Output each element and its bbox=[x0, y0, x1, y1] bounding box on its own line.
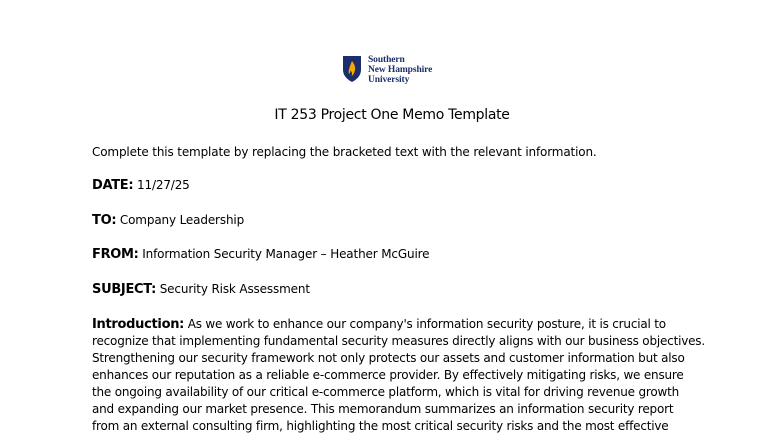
instructions-text: Complete this template by replacing the bracketed text with the relevant information. bbox=[92, 145, 597, 159]
subject-line bbox=[92, 282, 310, 297]
to-label: TO: bbox=[92, 213, 117, 228]
logo-line-1: Southern bbox=[368, 55, 405, 65]
intro-line: the ongoing availability of our critical e-commerce platform, which is vital for driving revenue growth bbox=[92, 385, 680, 399]
from-label: FROM: bbox=[92, 247, 139, 262]
intro-line-text: As we work to enhance our company's information security posture, it is crucial to bbox=[187, 317, 666, 331]
introduction-paragraph bbox=[92, 316, 705, 435]
date-line bbox=[92, 178, 190, 193]
intro-line: and expanding our market presence. This memorandum summarizes an information security report bbox=[92, 402, 674, 416]
date-value: 11/27/25 bbox=[136, 178, 190, 192]
intro-line: from an external consulting firm, highlighting the most critical security risks and the most effective bbox=[92, 419, 669, 433]
logo-line-3: University bbox=[368, 75, 410, 85]
intro-label: Introduction: bbox=[92, 317, 185, 332]
intro-line bbox=[92, 316, 702, 333]
shield-flame-icon bbox=[342, 55, 362, 83]
to-value: Company Leadership bbox=[119, 213, 245, 227]
subject-value: Security Risk Assessment bbox=[159, 282, 310, 296]
document-title: IT 253 Project One Memo Template bbox=[274, 107, 510, 123]
snhu-logo bbox=[342, 55, 432, 85]
to-line bbox=[92, 213, 244, 228]
logo-wordmark bbox=[368, 55, 432, 85]
intro-line: enhances our reputation as a reliable e-commerce provider. By effectively mitigating risks, we ensure bbox=[92, 368, 684, 382]
subject-label: SUBJECT: bbox=[92, 282, 157, 297]
date-label: DATE: bbox=[92, 178, 134, 193]
from-line bbox=[92, 247, 429, 262]
logo-line-2: New Hampshire bbox=[368, 65, 433, 75]
intro-line: Strengthening our security framework not only protects our assets and customer information but also bbox=[92, 351, 685, 365]
from-value: Information Security Manager – Heather McGuire bbox=[142, 247, 430, 261]
intro-line: recognize that implementing fundamental security measures directly aligns with our business objectives. bbox=[92, 334, 705, 348]
